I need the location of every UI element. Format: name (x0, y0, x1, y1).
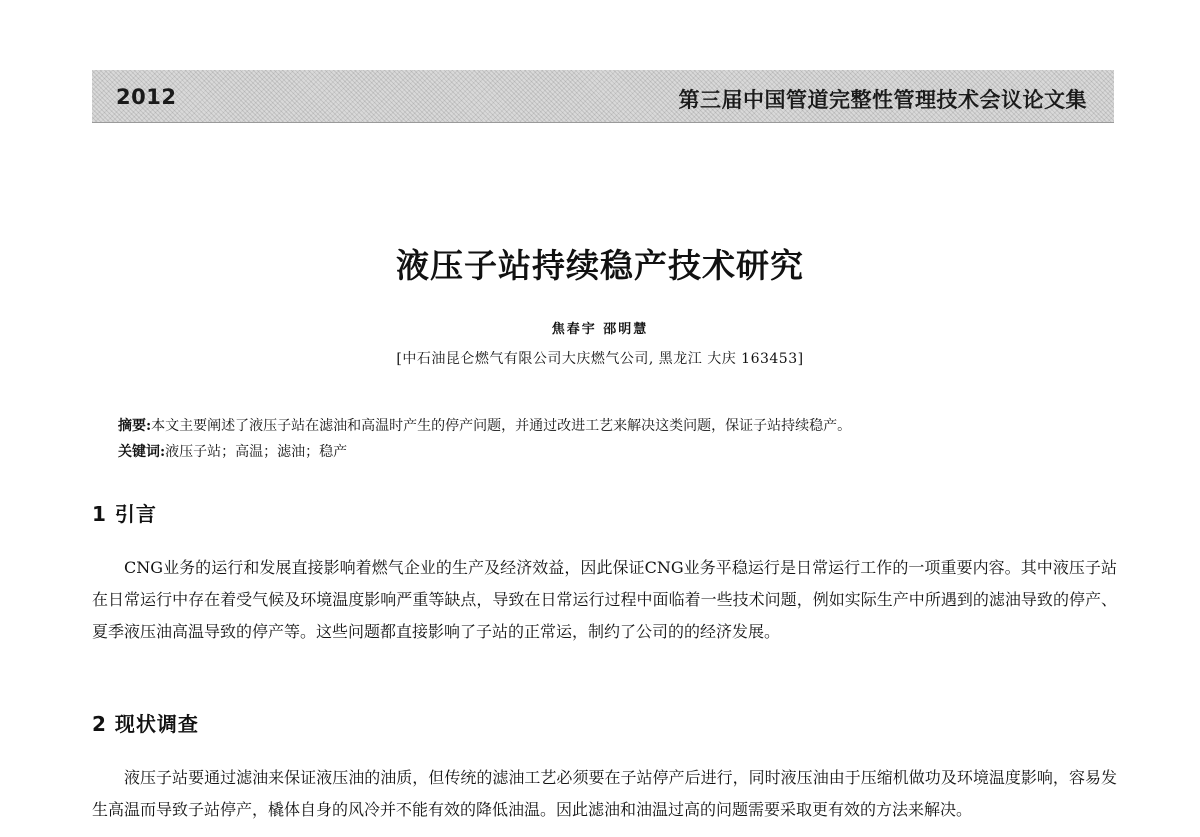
keywords-line (118, 441, 347, 461)
section-paragraph-status-survey: 液压子站要通过滤油来保证液压油的油质，但传统的滤油工艺必须要在子站停产后进行，同时液压油由于压缩机做功及环境温度影响，容易发生高温而导致子站停产，橇体自身的风冷并不能有效的降低油温。因此滤油和油温过高的问题需要采取更有效的方法来解决。 (92, 768, 1117, 819)
section-paragraph-introduction: CNG业务的运行和发展直接影响着燃气企业的生产及经济效益，因此保证CNG业务平稳运行是日常运行工作的一项重要内容。其中液压子站在日常运行中存在着受气候及环境温度影响严重等缺点，导致在日常运行过程中面临着一些技术问题，例如实际生产中所遇到的滤油导致的停产、夏季液压油高温导致的停产等。这些问题都直接影响了子站的正常运，制约了公司的的经济发展。 (92, 558, 1117, 641)
section-heading-status-survey: 2 现状调查 (92, 712, 199, 736)
paper-affiliation: [中石油昆仑燃气有限公司大庆燃气公司, 黑龙江 大庆 163453] (396, 351, 804, 367)
running-header-year: 2012 (116, 85, 177, 109)
keywords-text: 液压子站；高温；滤油；稳产 (165, 444, 348, 460)
abstract-label: 摘要: (118, 418, 152, 434)
paper-authors: 焦春宇 邵明慧 (551, 322, 649, 337)
abstract-line (118, 415, 851, 435)
header-divider (92, 122, 1114, 123)
keywords-label: 关键词: (118, 444, 166, 460)
abstract-text: 本文主要阐述了液压子站在滤油和高温时产生的停产问题，并通过改进工艺来解决这类问题，保证子站持续稳产。 (151, 418, 852, 434)
paper-title: 液压子站持续稳产技术研究 (396, 246, 804, 285)
running-header-series-title: 第三届中国管道完整性管理技术会议论文集 (678, 88, 1087, 112)
section-heading-introduction: 1 引言 (92, 502, 157, 526)
